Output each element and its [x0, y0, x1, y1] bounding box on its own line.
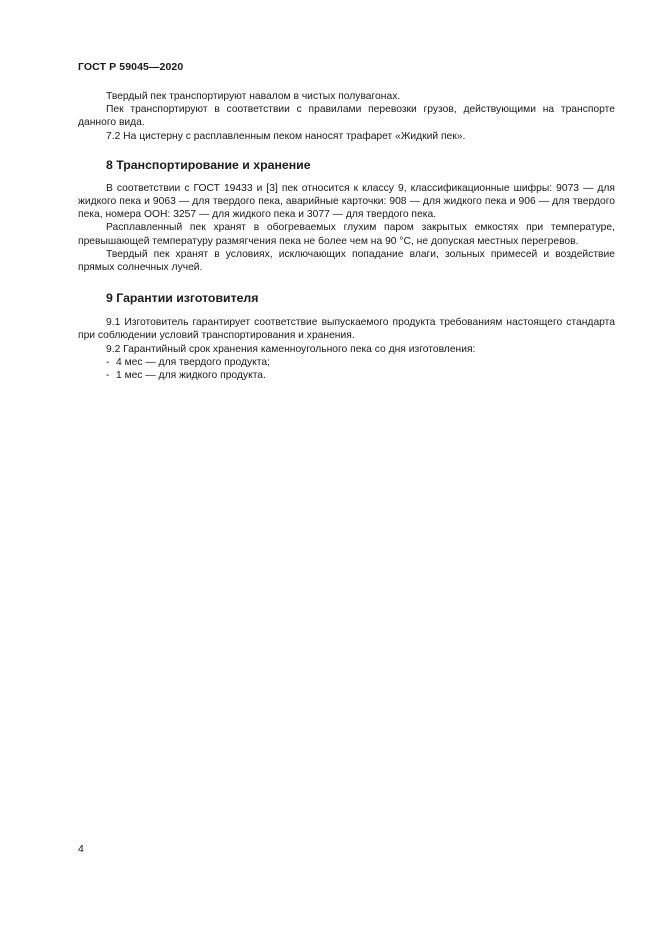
- paragraph-solid-pitch-transport: Твердый пек транспортируют навалом в чистых полувагонах.: [106, 91, 401, 102]
- section-8-heading: 8 Транспортирование и хранение: [106, 157, 311, 172]
- list-item-text: 1 мес — для жидкого продукта.: [116, 370, 266, 382]
- paragraph-hazard-classification: В соответствии с ГОСТ 19433 и [3] пек относится к классу 9, классификационные шифры: 9073 — для жидкого пека и 9063 — для твердого пека, аварийные карточки: 908 — для жидкого пека и 906 — для твердого пека, номера ООН: 3257 — для жидкого пека и 3077 — для твердого пека.: [78, 182, 615, 221]
- paragraph-9-2-shelf-life: 9.2 Гарантийный срок хранения каменноугольного пека со дня изготовления:: [106, 343, 476, 355]
- paragraph-transport-rules: Пек транспортируют в соответствии с правилами перевозки грузов, действующими на транспорте данного вида.: [78, 104, 615, 129]
- list-item-text: 4 мес — для твердого продукта;: [116, 356, 270, 368]
- list-dash: -: [106, 370, 110, 382]
- paragraph-7-2-stencil: 7.2 На цистерну с расплавленным пеком наносят трафарет «Жидкий пек».: [106, 130, 466, 142]
- document-header: ГОСТ Р 59045—2020: [78, 61, 184, 73]
- section-9-heading: 9 Гарантии изготовителя: [106, 291, 259, 306]
- list-item: [78, 356, 615, 369]
- list-item: [78, 369, 615, 382]
- paragraph-9-1-guarantee: 9.1 Изготовитель гарантирует соответствие выпускаемого продукта требованиям настоящего стандарта при соблюдении условий транспортирования и хранения.: [78, 317, 615, 342]
- list-dash: -: [106, 356, 110, 368]
- paragraph-solid-pitch-storage: Твердый пек хранят в условиях, исключающих попадание влаги, зольных примесей и воздействие прямых солнечных лучей.: [78, 248, 615, 274]
- page-number: 4: [78, 843, 84, 855]
- page-content: [78, 90, 615, 382]
- paragraph-molten-pitch-storage: Расплавленный пек хранят в обогреваемых глухим паром закрытых емкостях при температуре, превышающей температуру размягчения пека не более чем на 90 °С, не допуская местных перегревов.: [78, 222, 615, 247]
